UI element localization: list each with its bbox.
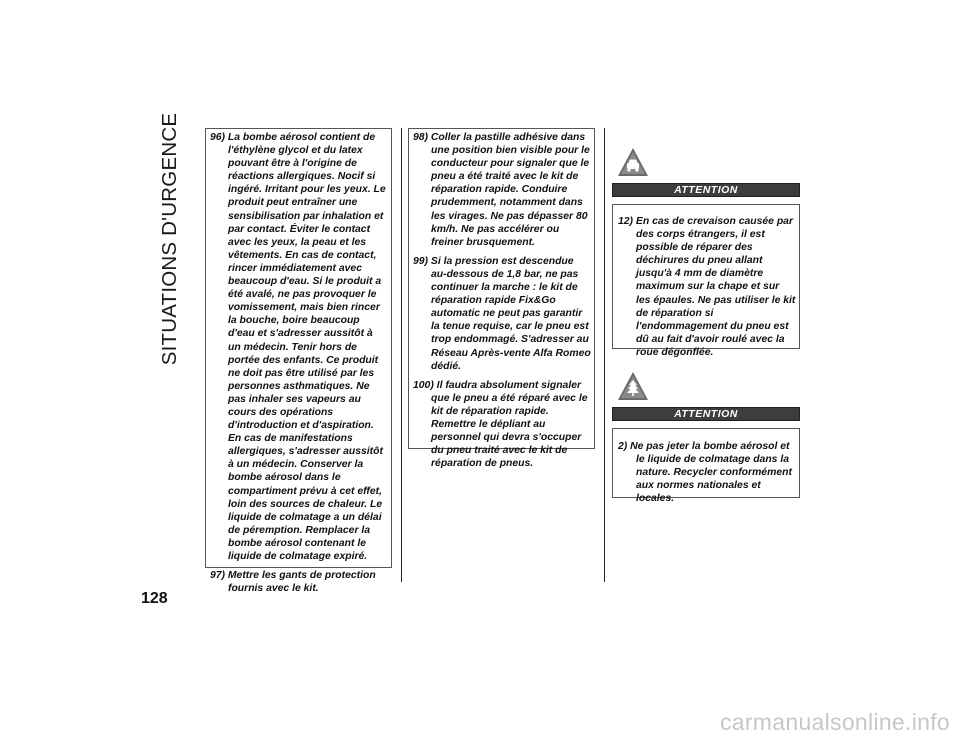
note-96: 96) La bombe aérosol contient de l'éthylène glycol et du latex pouvant être à l'origine de réactions allergiques. Nocif si ingéré. Irritant pour les yeux. Le produit peut entraîner une sensibilisation par inhalation et par contact. Éviter le contact avec les yeux, la peau et les vêtements. En cas de contact, rincer immédiatement avec beaucoup d'eau. Si le produit a été avalé, ne pas provoquer le vomissement, mais bien rincer la bouche, boire beaucoup d'eau et s'adresser aussitôt à un médecin. Tenir hors de portée des enfants. Ce produit ne doit pas être utilisé par les personnes asthmatiques. Ne pas inhaler ses vapeurs au cours des opérations d'introduction et d'aspiration. En cas de manifestations allergiques, s'adresser aussitôt à un médecin. Conserver la bombe aérosol dans le compartiment prévu à cet effet, loin des sources de chaleur. Le liquide de colmatage a un délai de péremption. Remplacer la bombe aérosol contenant le liquide de colmatage expiré.	[210, 132, 386, 562]
warning-1-panel	[612, 204, 800, 358]
notes-panel-middle	[408, 128, 595, 470]
car-warning-icon	[616, 146, 650, 180]
warning-1-heading: ATTENTION	[612, 183, 800, 197]
warning-2-panel	[612, 428, 800, 505]
note-99: 99) Si la pression est descendue au-dessous de 1,8 bar, ne pas continuer la marche : le kit de réparation rapide Fix&Go automatic ne peut pas garantir la tenue requise, car le pneu est trop endommagé. S'adresser au Réseau Après-vente Alfa Romeo dédié.	[413, 255, 591, 372]
section-label	[150, 112, 190, 366]
notes-panel-left	[205, 128, 392, 595]
warning-2-heading: ATTENTION	[612, 407, 800, 421]
environment-tree-icon	[616, 370, 650, 404]
warning-1-text: 12) En cas de crevaison causée par des corps étrangers, il est possible de réparer des déchirures du pneu allant jusqu'à 4 mm de diamètre maximum sur la chape et sur les épaules. Ne pas utiliser le kit de réparation si l'endommagement du pneu est dû au fait d'avoir roulé avec la roue dégonflée.	[618, 216, 796, 358]
note-98: 98) Coller la pastille adhésive dans une position bien visible pour le conducteur pour signaler que le pneu a été traité avec le kit de réparation rapide. Conduire prudemment, notamment dans les virages. Ne pas dépasser 80 km/h. Ne pas accélérer ou freiner brusquement.	[413, 132, 590, 248]
page-number: 128	[141, 590, 168, 607]
watermark: carmanualsonline.info	[719, 709, 950, 735]
warning-2-text: 2) Ne pas jeter la bombe aérosol et le liquide de colmatage dans la nature. Recycler conformément aux normes nationales et locales.	[618, 441, 792, 505]
column-divider-1	[401, 128, 402, 582]
note-97: 97) Mettre les gants de protection fournis avec le kit.	[210, 570, 376, 595]
section-title: SITUATIONS D'URGENCE	[158, 112, 181, 366]
note-100: 100) Il faudra absolument signaler que le pneu a été réparé avec le kit de réparation rapide. Remettre le dépliant au personnel qui devra s'occuper du pneu traité avec le kit de réparation de pneus.	[413, 379, 588, 470]
column-divider-2	[604, 128, 605, 582]
